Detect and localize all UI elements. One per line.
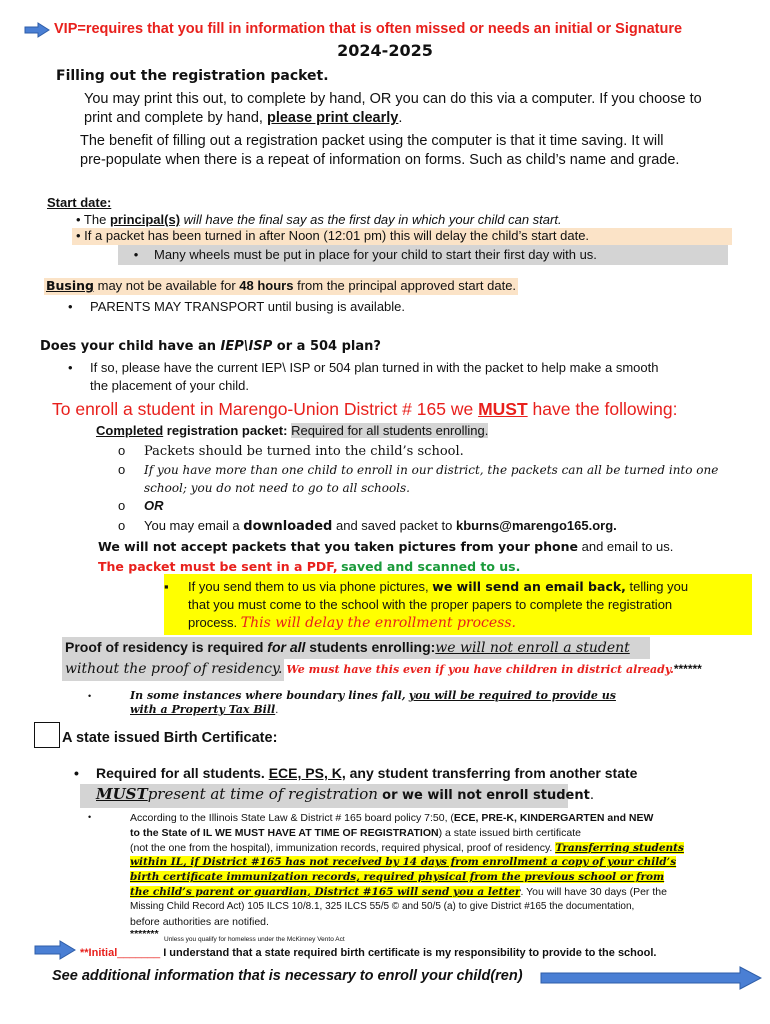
filling-p2-line2: pre-populate when there is a repeat of information on forms. Such as child’s name and grade.	[80, 152, 680, 168]
initial-statement: I understand that a state required birth certificate is my responsibility to provide to the school.	[163, 947, 657, 959]
bullet-mark: •	[68, 360, 73, 375]
or-text: OR	[144, 498, 164, 513]
filling-p1-line2: print and complete by hand,	[84, 110, 263, 126]
law5-text: birth certificate immunization records, required physical from the previous school or from	[130, 871, 665, 884]
enroll-option-1	[118, 443, 464, 459]
parents-transport-text: PARENTS MAY TRANSPORT until busing is available.	[90, 299, 406, 314]
square-bullet: ▪	[164, 579, 169, 594]
phone-pictures-note	[164, 574, 752, 635]
registration-packet-text: registration packet:	[166, 423, 288, 438]
residency-block	[62, 637, 702, 683]
principal-rest: will have the final say as the first day in which your child can start.	[183, 212, 562, 227]
bullet-mark: •	[74, 765, 79, 781]
enroll-title-a: To enroll a student in Marengo-Union District # 165 we	[52, 399, 474, 419]
iep-line2: the placement of your child.	[90, 378, 249, 393]
tax-bill-text: with a Property Tax Bill	[130, 703, 276, 716]
filling-p1-line1: You may print this out, to complete by hand, OR you can do this via a computer. If you choose to	[84, 91, 702, 107]
see-additional-info: See additional information that is necessary to enroll your child(ren)	[52, 968, 523, 984]
print-clearly-text: please print clearly	[266, 110, 399, 126]
bullet-text: • The	[76, 212, 107, 227]
filling-p2-line1: The benefit of filling out a registration packet using the computer is that it time saving. It will	[80, 133, 664, 149]
period: .	[589, 786, 595, 803]
yellow-line1-c: telling you	[629, 579, 689, 594]
wheels-text: Many wheels must be put in place for your child to start their first day with us.	[154, 247, 597, 262]
must-a: MUST	[96, 785, 148, 803]
yellow-line1-a: If you send them to us via phone pictures,	[188, 579, 429, 594]
must-text: MUST	[478, 399, 528, 419]
iep-question	[40, 339, 381, 354]
enroll-title	[52, 399, 678, 420]
birth-certificate-checkbox[interactable]	[34, 722, 60, 748]
filling-heading: Filling out the registration packet.	[56, 68, 329, 84]
delay-enrollment-text: This will delay the enrollment process.	[240, 615, 516, 631]
residency-d: we will not enroll a student	[435, 640, 630, 656]
bullet-mark: •	[88, 691, 92, 701]
not-accept-line	[98, 539, 673, 554]
downloaded-text: downloaded	[243, 519, 333, 534]
start-date-label: Start date:	[47, 195, 112, 210]
bullet-mark: •	[133, 247, 139, 262]
law-paragraph	[130, 811, 760, 939]
law3-a: (not the one from the hospital), immunization records, required physical, proof of residency.	[130, 841, 553, 854]
birth-required-line	[74, 765, 637, 781]
law-stars: *******	[130, 928, 159, 941]
initial-label: **Initial	[80, 947, 118, 959]
busing-text-a: may not be available for	[97, 278, 236, 293]
busing-text-c: from the principal approved start date.	[297, 278, 517, 293]
birth-req-c: any student transferring from another state	[349, 765, 638, 781]
initial-field[interactable]: _______	[117, 947, 161, 959]
filling-paragraph-1	[84, 90, 702, 128]
residency-e: without the proof of residency.	[65, 661, 283, 677]
option-1-text: Packets should be turned into the child’s school.	[144, 444, 464, 459]
birth-req-a: Required for all students.	[96, 765, 265, 781]
law8-text: before authorities are notified.	[130, 915, 269, 928]
enroll-option-email	[118, 518, 617, 534]
boundary-b: you will be required to provide us	[408, 689, 616, 702]
option-marker: o	[118, 462, 126, 477]
law6-a: the child’s parent or guardian, District #165 will send you a letter	[130, 885, 521, 898]
boundary-a: In some instances where boundary lines fall,	[130, 689, 406, 702]
enroll-option-2	[118, 461, 718, 497]
arrow-right-icon	[540, 966, 762, 990]
iep-q-b: IEP\ISP	[220, 339, 273, 354]
start-bullet-noon: • If a packet has been turned in after Noon (12:01 pm) this will delay the child’s start date.	[72, 228, 732, 245]
iep-q-c: or a 504 plan?	[276, 339, 381, 354]
initial-line	[80, 947, 656, 959]
period: .	[398, 110, 403, 126]
start-bullet-wheels	[118, 245, 728, 265]
boundary-note	[88, 689, 616, 717]
birth-req-b: ECE, PS, K,	[268, 765, 346, 781]
must-b: present at time of registration	[147, 785, 378, 803]
law1-b: ECE, PRE-K, KINDERGARTEN and NEW	[453, 812, 654, 824]
process-text: process.	[188, 615, 238, 630]
iep-bullet	[68, 359, 658, 395]
filling-paragraph-2	[80, 132, 679, 170]
law-bullet	[88, 812, 91, 823]
option-2-line2: school; you do not need to go to all schools.	[144, 481, 410, 495]
completed-text: Completed	[96, 423, 164, 438]
not-accept-bold: We will not accept packets that you taken pictures from your phone	[98, 539, 578, 554]
option-2-line1: If you have more than one child to enroll in our district, the packets can all be turned into one	[144, 463, 719, 477]
homeless-note: Unless you qualify for homeless under the McKinney Vento Act	[164, 936, 345, 943]
iep-line1: If so, please have the current IEP\ ISP or 504 plan turned in with the packet to help make a smooth	[90, 360, 659, 375]
arrow-right-icon	[34, 940, 76, 960]
completed-packet-line	[96, 423, 488, 438]
enroll-title-c: have the following:	[532, 399, 678, 419]
residency-stars: ******	[673, 662, 702, 676]
must-c: or we will not enroll student	[382, 788, 590, 803]
law1-a: According to the Illinois State Law & District # 165 board policy 7:50, (	[130, 812, 454, 824]
transferring-students-text: Transferring students	[555, 841, 684, 854]
start-bullet-principal	[76, 212, 562, 227]
email-address[interactable]: kburns@marengo165.org.	[455, 518, 617, 533]
required-all-text: Required for all students enrolling.	[291, 423, 489, 438]
option-marker: o	[118, 518, 126, 533]
pdf-line	[98, 559, 520, 574]
vip-notice: VIP=requires that you fill in information that is often missed or needs an initial or Signature	[54, 21, 683, 37]
law4-text: within IL, if District #165 has not received by 14 days from enrollment a copy of your child’s	[130, 856, 677, 869]
birth-certificate-title: A state issued Birth Certificate:	[62, 730, 278, 746]
residency-a: Proof of residency is required	[65, 639, 264, 655]
iep-q-a: Does your child have an	[40, 339, 216, 354]
email-back-text: we will send an email back,	[432, 579, 626, 594]
residency-b: for all	[267, 639, 306, 655]
must-present-text	[96, 785, 594, 803]
principal-text: principal(s)	[109, 212, 181, 227]
law2-b: ) a state issued birth certificate	[438, 826, 581, 839]
option-marker: o	[118, 498, 126, 513]
school-year: 2024-2025	[337, 41, 433, 60]
busing-line	[44, 278, 518, 295]
residency-c: students enrolling:	[309, 639, 436, 655]
option-marker: o	[118, 443, 126, 458]
yellow-line2: that you must come to the school with the proper papers to complete the registration	[188, 597, 673, 612]
pdf-green-text: saved and scanned to us.	[341, 559, 521, 574]
pdf-red-text: The packet must be sent in a PDF,	[98, 559, 338, 574]
law7-text: Missing Child Record Act) 105 ILCS 10/8.1, 325 ILCS 55/5 © and 50/5 (a) to give District #165 the documentation,	[130, 900, 635, 912]
email-text-c: and saved packet to	[335, 518, 453, 533]
busing-label: Busing	[46, 278, 94, 293]
residency-f: We must have this even if you have children in district already.	[286, 663, 674, 676]
bullet-mark: •	[68, 299, 73, 314]
busing-bullet	[68, 299, 405, 314]
email-text-a: You may email a	[144, 518, 240, 533]
not-accept-rest: and email to us.	[581, 539, 674, 554]
enroll-option-or	[118, 498, 164, 513]
bullet-mark: •	[88, 812, 92, 822]
law2-a: to the State of IL WE MUST HAVE AT TIME OF REGISTRATION	[130, 826, 439, 839]
arrow-right-icon	[24, 22, 50, 38]
law6-b: . You will have 30 days (Per the	[520, 885, 667, 898]
busing-hours: 48 hours	[239, 278, 294, 293]
period: .	[275, 704, 279, 716]
